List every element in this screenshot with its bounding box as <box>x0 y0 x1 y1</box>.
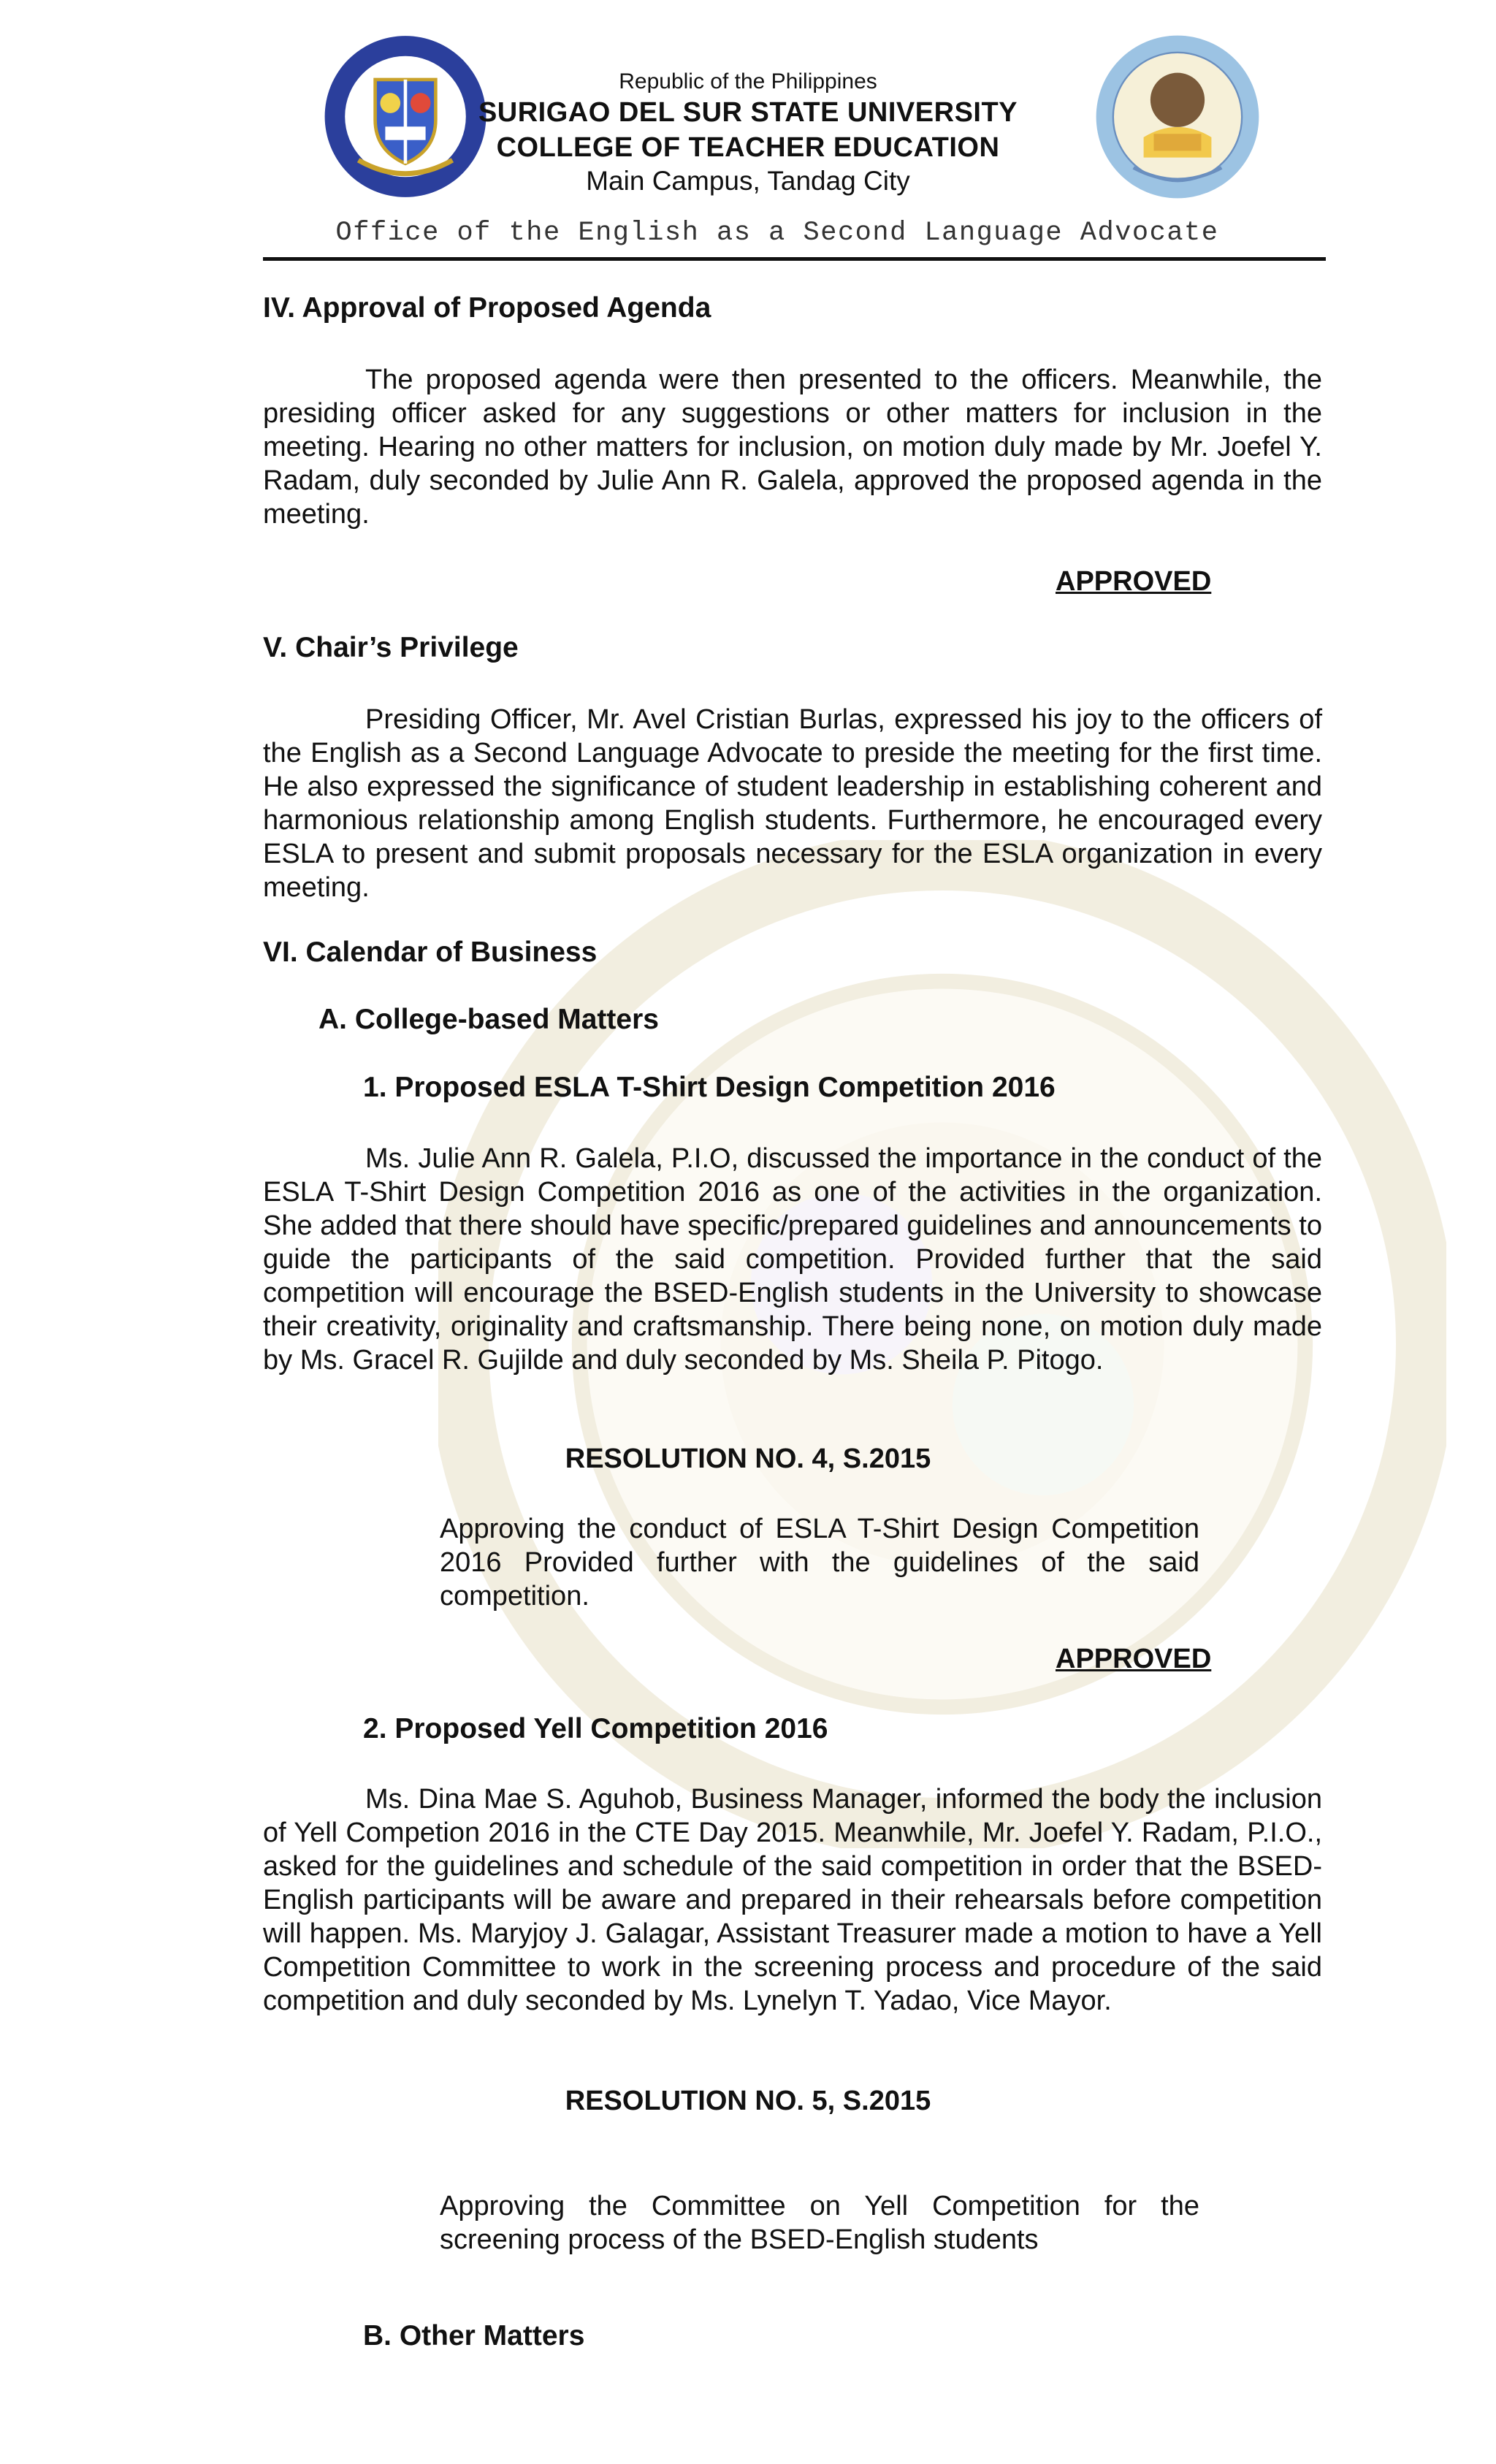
resolution-4-title: RESOLUTION NO. 4, S.2015 <box>565 1443 931 1474</box>
college-name: COLLEGE OF TEACHER EDUCATION <box>496 132 1000 163</box>
campus-label: Main Campus, Tandag City <box>586 166 910 196</box>
section-5-title: V. Chair’s Privilege <box>263 632 519 663</box>
university-name: SURIGAO DEL SUR STATE UNIVERSITY <box>478 97 1018 128</box>
republic-label: Republic of the Philippines <box>619 69 877 94</box>
section-5-body: Presiding Officer, Mr. Avel Cristian Burlas, expressed his joy to the officers of the English as a Second Language Advocate to preside the meeting for the first time. He also expressed the significance of student leadership in establishing coherent and harmonious relationship among English students. Furthermore, he encouraged every ESLA to present and submit proposals necessary for the ESLA organization in every meeting. <box>263 704 1322 903</box>
approved-stamp-2: APPROVED <box>1056 1644 1212 1674</box>
resolution-5-title: RESOLUTION NO. 5, S.2015 <box>565 2086 931 2116</box>
resolution-4-body: Approving the conduct of ESLA T-Shirt Design Competition 2016 Provided further with the guidelines of the said competition. <box>440 1514 1199 1611</box>
section-6b-title: B. Other Matters <box>363 2320 585 2352</box>
header-divider <box>263 257 1326 261</box>
item-1-title: 1. Proposed ESLA T-Shirt Design Competition 2016 <box>363 1072 1056 1103</box>
resolution-5-body: Approving the Committee on Yell Competition for the screening process of the BSED-English students <box>440 2191 1199 2255</box>
section-4-body: The proposed agenda were then presented to the officers. Meanwhile, the presiding officer asked for any suggestions or other matters for inclusion in the meeting. Hearing no other matters for inclusion, on motion duly made by Mr. Joefel Y. Radam, duly seconded by Julie Ann R. Galela, approved the proposed agenda in the meeting. <box>263 365 1322 530</box>
approved-stamp-1: APPROVED <box>1056 566 1212 597</box>
office-label: Office of the English as a Second Language Advocate <box>335 218 1219 248</box>
item-2-body: Ms. Dina Mae S. Aguhob, Business Manager, informed the body the inclusion of Yell Competion 2016 in the CTE Day 2015. Meanwhile, Mr. Joefel Y. Radam, P.I.O., asked for the guidelines and schedule of the said competition in order that the BSED-English participants will be aware and prepared in their rehearsals before competition will happen. Ms. Maryjoy J. Galagar, Assistant Treasurer made a motion to have a Yell Competition Committee to work in the screening process and procedure of the said competition and duly seconded by Ms. Lynelyn T. Yadao, Vice Mayor. <box>263 1784 1322 2016</box>
item-2-title: 2. Proposed Yell Competition 2016 <box>363 1713 828 1744</box>
section-4-title: IV. Approval of Proposed Agenda <box>263 292 711 324</box>
item-1-body: Ms. Julie Ann R. Galela, P.I.O, discussed the importance in the conduct of the ESLA T-Shirt Design Competition 2016 as one of the activities in the organization. She added that there should have specific/prepared guidelines and announcements to guide the participants of the said competition. Provided further that the said competition will encourage the BSED-English students in the University to showcase their creativity, originality and craftsmanship. There being none, on motion duly made by Ms. Gracel R. Gujilde and duly seconded by Ms. Sheila P. Pitogo. <box>263 1143 1322 1376</box>
section-6-title: VI. Calendar of Business <box>263 937 598 968</box>
section-6a-title: A. College-based Matters <box>318 1004 659 1035</box>
